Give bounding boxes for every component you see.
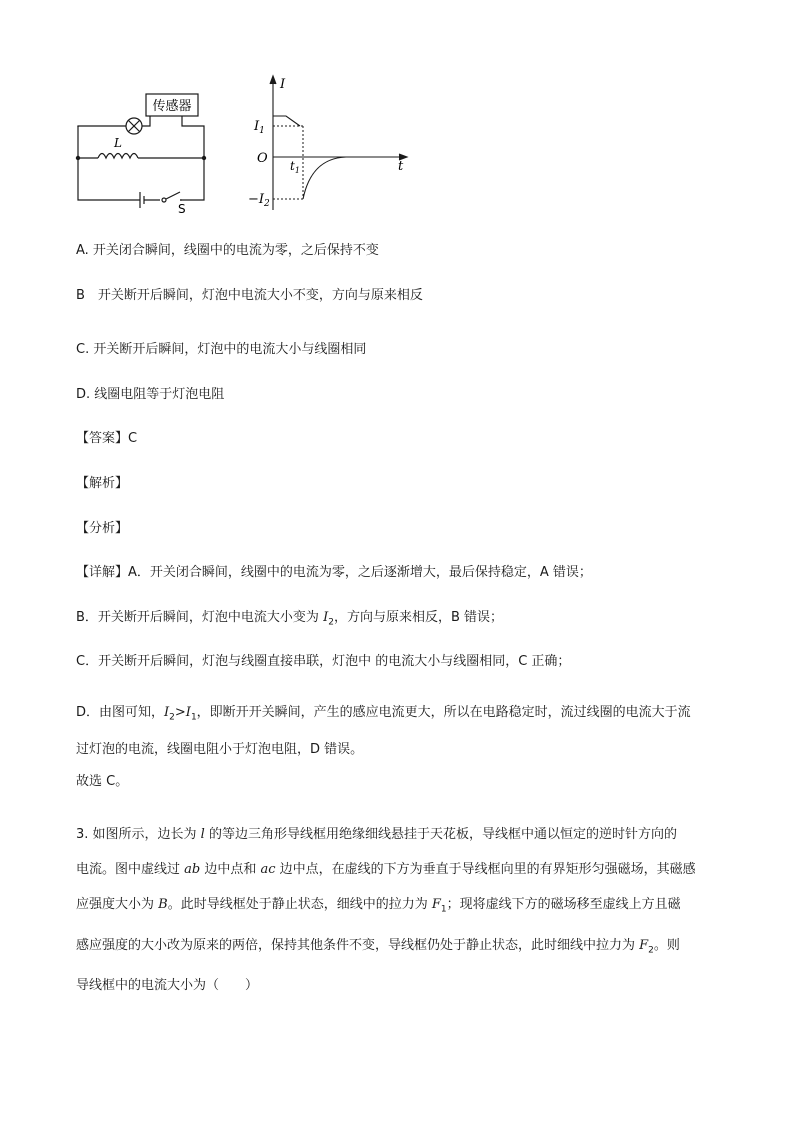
current-curve-before xyxy=(273,116,300,126)
sensor-label: 传感器 xyxy=(152,99,192,114)
option-a: A. 开关闭合瞬间，线圈中的电流为零，之后保持不变 xyxy=(76,243,379,258)
origin-label: O xyxy=(257,151,268,166)
detail-c: C．开关断开后瞬间，灯泡与线圈直接串联，灯泡中 的电流大小与线圈相同，C 正确； xyxy=(76,654,571,669)
conclusion: 故选 C。 xyxy=(76,774,129,789)
svg-text:−I2 xyxy=(248,192,270,209)
circuit-right-wire xyxy=(180,158,204,200)
time-axis-label: t xyxy=(398,159,404,174)
t1-label: t xyxy=(290,159,295,173)
circuit-top-wire-left xyxy=(78,126,126,127)
analysis-heading: 【解析】 xyxy=(76,476,129,491)
circuit-left-wire xyxy=(78,126,136,200)
circuit-sensor-right-wire xyxy=(182,116,204,158)
circuit-and-current-graph-figure xyxy=(70,70,430,220)
fenxi-heading: 【分析】 xyxy=(76,521,129,536)
svg-text:I1 xyxy=(253,119,265,136)
detail-a: 【详解】A．开关闭合瞬间，线圈中的电流为零，之后逐渐增大，最后保持稳定，A 错误； xyxy=(76,565,592,580)
option-c: C. 开关断开后瞬间，灯泡中的电流大小与线圈相同 xyxy=(76,342,367,357)
battery-symbol xyxy=(136,192,160,208)
t1-label-sub: 1 xyxy=(294,166,300,175)
detail-d: D．由图可知，$I_2>I_1$，即断开开关瞬间，产生的感应电流更大，所以在电路稳定时，流过线圈的电流大于流 过灯泡的电流，线圈电阻小于灯泡电阻，D 错误。 xyxy=(76,705,691,757)
option-b: B 开关断开后瞬间，灯泡中电流大小不变，方向与原来相反 xyxy=(76,288,423,303)
answer-line: 【答案】C xyxy=(76,431,138,446)
i1-label: I xyxy=(254,119,260,134)
current-curve-decay xyxy=(303,157,346,199)
switch-contact xyxy=(162,198,166,202)
inductor-label: L xyxy=(114,136,122,150)
i2-label: −I xyxy=(248,192,265,207)
switch-lever xyxy=(166,192,180,199)
svg-text:t1 xyxy=(290,159,300,175)
i2-label-sub: 2 xyxy=(264,199,270,209)
inductor-coil xyxy=(98,154,138,159)
current-time-graph xyxy=(270,76,407,210)
switch-label: S xyxy=(178,202,186,216)
current-axis-label: I xyxy=(280,77,286,92)
question-3: 3. 如图所示，边长为 l 的等边三角形导线框用绝缘细线悬挂于天花板，导线框中通以恒定的逆时针方向的 电流。图中虚线过 ab 边中点和 ac 边中点，在虚线的下方为垂直于导线框向里的有界矩形匀强磁场，其磁感 应强度大小为 B。此时导线框处于静止状态，细线中的拉力为 $F_1$；现将虚线下方的磁场移至虚线上方且磁 感应强度的大小改为原来的两倍，保持其他条件不变，导线框仍处于静止状态，此时细线中拉力为 $F_2$。则 导线框中的电流大小为（ ） xyxy=(76,827,696,994)
option-d: D. 线圈电阻等于灯泡电阻 xyxy=(76,387,225,402)
circuit-top-wire-right xyxy=(142,116,150,126)
i1-label-sub: 1 xyxy=(259,126,265,136)
detail-b: B．开关断开后瞬间，灯泡中电流大小变为 $I_2$，方向与原来相反，B 错误； xyxy=(76,610,503,628)
